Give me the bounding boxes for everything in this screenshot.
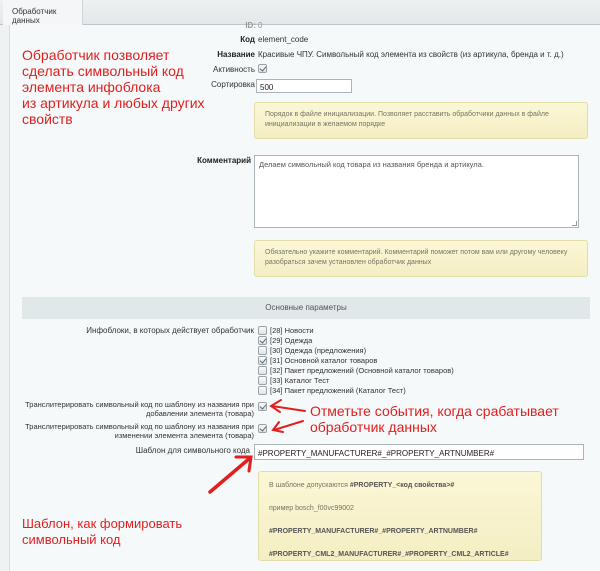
iblock-checkbox[interactable] — [258, 326, 267, 335]
annotation-top: Обработчик позволяет сделать символьный код элемента инфоблока из артикула и любых других свойств — [22, 47, 205, 127]
iblock-label: [31] Основной каталог товаров — [270, 356, 378, 365]
comment-hint: Обязательно укажите комментарий. Комментарий поможет потом вам или другому человеку разобраться зачем установлен обработчик данных — [254, 240, 588, 277]
section-header-main-params: Основные параметры — [22, 297, 590, 319]
translit-edit-checkbox[interactable] — [258, 424, 267, 433]
template-hint-line4: #PROPERTY_CML2_MANUFACTURER#_#PROPERTY_CML2_ARTICLE# — [269, 551, 509, 558]
iblocks-label: Инфоблоки, в которых действует обработчик — [86, 326, 254, 335]
sort-hint: Порядок в файле инициализации. Позволяет расставить обработчики данных в файле инициализации в желаемом порядке — [254, 102, 588, 139]
annotation-template: Шаблон, как формировать символьный код — [22, 516, 183, 547]
iblock-checkbox[interactable] — [258, 346, 267, 355]
translit-edit-label: Транслитерировать символьный код по шаблону из названия при изменении элемента элемента (товара) — [25, 422, 254, 440]
iblock-checkbox[interactable] — [258, 366, 267, 375]
iblock-checkbox[interactable] — [258, 356, 267, 365]
iblock-label: [29] Одежда — [270, 336, 313, 345]
active-label: Активность — [212, 65, 255, 74]
name-value: Красивые ЧПУ. Символьный код элемента из свойств (из артикула, бренда и т. д.) — [258, 50, 564, 59]
iblock-checkbox[interactable] — [258, 336, 267, 345]
comment-textarea[interactable] — [254, 155, 579, 228]
tab-data-handler[interactable]: Обработчик данных — [3, 0, 83, 25]
annotation-events: Отметьте события, когда срабатывает обработчик данных — [310, 403, 559, 435]
iblock-label: [32] Пакет предложений (Основной каталог товаров) — [270, 366, 454, 375]
iblock-label: [28] Новости — [270, 326, 314, 335]
translit-add-checkbox[interactable] — [258, 402, 267, 411]
id-label: ID: — [245, 21, 256, 30]
code-value: element_code — [258, 35, 309, 44]
code-label: Код — [240, 35, 255, 44]
comment-label: Комментарий — [197, 156, 251, 165]
iblock-label: [34] Пакет предложений (Каталог Тест) — [270, 386, 406, 395]
template-hint-line2: пример bosch_f00vc99002 — [269, 505, 354, 512]
translit-add-label: Транслитерировать символьный код по шаблону из названия при добавлении элемента (товара) — [25, 400, 254, 418]
iblock-label: [30] Одежда (предложения) — [270, 346, 367, 355]
template-input[interactable]: #PROPERTY_MANUFACTURER#_#PROPERTY_ARTNUMBER# — [254, 444, 584, 460]
tab-bar — [0, 0, 600, 25]
iblock-checkbox[interactable] — [258, 376, 267, 385]
iblock-label: [33] Каталог Тест — [270, 376, 330, 385]
sort-label: Сортировка — [211, 80, 255, 89]
sort-input[interactable]: 500 — [256, 79, 352, 93]
name-label: Название — [217, 50, 255, 59]
comment-text: Делаем символьный код товара из названия бренда и артикула. — [259, 160, 484, 169]
active-checkbox[interactable] — [258, 64, 267, 73]
id-value: 0 — [258, 21, 263, 30]
template-hint-line1: В шаблоне допускаются #PROPERTY_<код свойства># — [269, 482, 455, 489]
template-label: Шаблон для символьного кода — [135, 446, 250, 455]
resize-grip-icon[interactable] — [572, 221, 577, 226]
template-hint — [258, 471, 542, 561]
iblock-checkbox[interactable] — [258, 386, 267, 395]
template-hint-line3: #PROPERTY_MANUFACTURER#_#PROPERTY_ARTNUMBER# — [269, 528, 478, 535]
